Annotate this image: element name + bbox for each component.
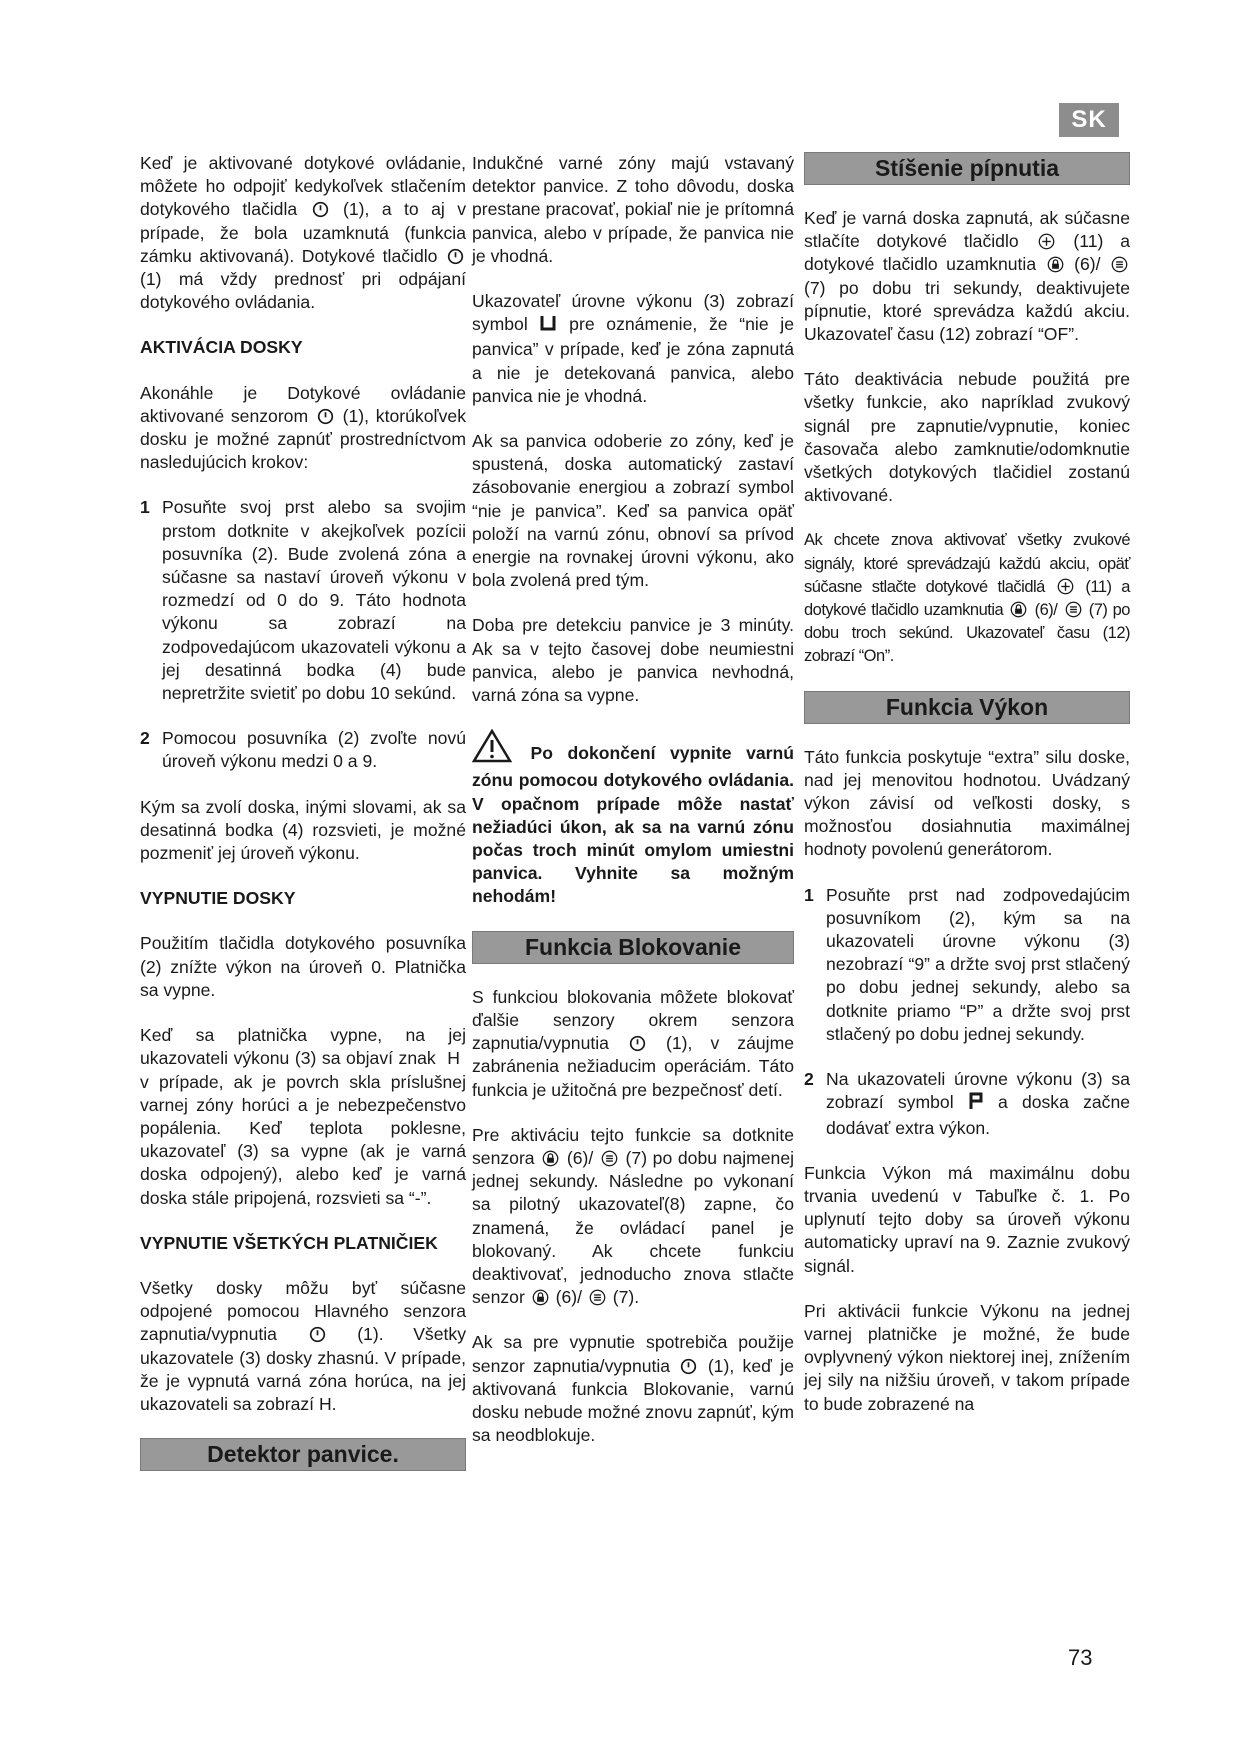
text: Ukazovateľ úrovne výkonu (3) zobrazí symbol	[472, 291, 794, 335]
power-boost-symbol-icon	[968, 1092, 984, 1116]
text: Keď je varná doska zapnutá, ak súčasne stlačíte dotykové tlačidlo	[804, 208, 1130, 252]
lock-icon	[532, 1289, 549, 1306]
column-middle	[472, 152, 794, 1447]
text: Na ukazovateli úrovne výkonu (3) sa zobrazí symbol	[826, 1069, 1130, 1113]
section-heading: VYPNUTIE DOSKY	[140, 888, 296, 909]
text: Keď je aktivované dotykové ovládanie, môžete ho odpojiť kedykoľvek stlačením dotykového tlačidla	[140, 153, 466, 220]
text: Pre aktiváciu tejto funkcie sa dotknite senzora	[472, 1124, 794, 1168]
paragraph	[140, 152, 466, 314]
power-icon	[317, 408, 334, 425]
warning-icon	[472, 729, 512, 769]
step-text: Pomocou posuvníka (2) zvoľte novú úroveň výkonu medzi 0 a 9.	[162, 728, 466, 772]
text: (11) a dotykové tlačidlo uzamknutia	[804, 231, 1131, 275]
paragraph	[472, 986, 794, 1102]
text: Ak sa pre vypnutie spotrebiča použije senzor zapnutia/vypnutia	[472, 1332, 794, 1376]
lock-icon	[1047, 256, 1064, 273]
text: (1), v záujme zabránenia nežiaducim operáciám. Táto funkcia je užitočná pre bezpečnosť detí.	[472, 1033, 795, 1100]
text: Akonáhle je Dotykové ovládanie aktivované senzorom	[140, 382, 466, 426]
section-bar-detector: Detektor panvice.	[140, 1438, 466, 1471]
column-right	[804, 152, 1130, 1416]
menu-lines-icon	[1065, 601, 1082, 618]
text: (6)/	[1074, 254, 1101, 275]
lock-icon	[1010, 601, 1027, 618]
text: (11) a dotykové tlačidlo uzamknutia	[804, 577, 1130, 620]
paragraph: Indukčné varné zóny majú vstavaný detektor panvice. Z toho dôvodu, doska prestane pracovať, pokiaľ nie je prítomná panvica, alebo v prípade, že panvica nie je vhodná.	[472, 153, 794, 266]
step-text	[826, 1068, 1130, 1140]
text: (7).	[612, 1287, 640, 1308]
power-icon	[447, 248, 464, 265]
text: Všetky dosky môžu byť súčasne odpojené pomocou Hlavného senzora zapnutia/vypnutia	[140, 1277, 466, 1345]
list-item	[140, 727, 466, 773]
no-pan-symbol-icon	[539, 314, 557, 338]
list-item	[804, 1068, 1130, 1140]
text: (6)/	[1034, 601, 1058, 620]
text: Keď sa platnička vypne, na jej ukazovateli výkonu (3) sa objaví znak	[140, 1025, 466, 1069]
paragraph: Ak sa panvica odoberie zo zóny, keď je spustená, doska automatický zastaví zásobovanie energiou a zobrazí symbol “nie je panvica”. Keď sa panvica opäť položí na varnú zónu, obnoví sa prívod energie na rovnakej úrovni výkonu, ako bola zvolená pred tým.	[472, 431, 794, 591]
paragraph	[804, 529, 1130, 668]
power-icon	[312, 201, 329, 218]
text: v prípade, ak je povrch skla príslušnej varnej zóny horúci a je nebezpečenstvo popálenia. Keď teplota poklesne, ukazovateľ (3) sa vypne (ak je varná doska odpojený), alebo keď je varná doska stále pripojená, rozsvieti sa “-”.	[140, 1071, 466, 1208]
lock-icon	[542, 1150, 559, 1167]
text: Po dokončení vypnite varnú zónu pomocou dotykového ovládania. V opačnom prípade môže nastať nežiadúci úkon, ak sa na varnú zónu počas troch minút omylom umiestni panvica. Vyhnite sa možným nehodám!	[472, 743, 794, 907]
paragraph: Použitím tlačidla dotykového posuvníka (2) znížte výkon na úroveň 0. Platnička sa vypne.	[140, 933, 466, 1000]
paragraph: Táto deaktivácia nebude použitá pre všetky funkcie, ako napríklad zvukový signál pre zapnutie/vypnutie, koniec časovača alebo zamknutie/odomknutie všetkých dotykových tlačidiel zostanú aktivované.	[804, 369, 1130, 506]
step-number: 2	[804, 1069, 814, 1090]
section-bar-lock: Funkcia Blokovanie	[472, 931, 794, 964]
paragraph: Doba pre detekciu panvice je 3 minúty. Ak sa v tejto časovej dobe neumiestni panvica, alebo je panvica nevhodná, varná zóna sa vypne.	[472, 615, 794, 706]
step-number: 1	[804, 884, 814, 905]
text: Ak chcete znova aktivovať všetky zvukové signály, ktoré sprevádzajú každú akciu, opäť súčasne stlačte dotykové tlačidlá	[804, 531, 1130, 596]
paragraph: Táto funkcia poskytuje “extra” silu doske, nad jej menovitou hodnotou. Uvádzaný výkon závisí od veľkosti dosky, s možnosťou dosiahnutia maximálnej hodnoty povolenú generátorom.	[804, 746, 1130, 860]
menu-lines-icon	[589, 1289, 606, 1306]
step-number: 1	[140, 497, 150, 518]
paragraph: Funkcia Výkon má maximálnu dobu trvania uvedenú v Tabuľke č. 1. Po uplynutí tejto doby sa úroveň výkonu automaticky upraví na 9. Zaznie zvukový signál.	[804, 1162, 1130, 1276]
text: (6)/	[566, 1147, 594, 1168]
paragraph	[140, 1024, 466, 1210]
section-heading: VYPNUTIE VŠETKÝCH PLATNIČIEK	[140, 1232, 438, 1253]
text: pre oznámenie, že “nie je panvica” v prípade, keď je zóna zapnutá a nie je detekovaná panvica, alebo panvica nie je vhodná.	[472, 314, 795, 406]
paragraph	[140, 382, 466, 475]
step-text: Posuňte svoj prst alebo sa svojim prstom dotknite v akejkoľvek pozícii posuvníka (2). Bude zvolená zóna a súčasne sa nastaví úroveň výkonu v rozmedzí od 0 do 9. Táto hodnota výkonu sa zobrazí na zodpovedajúcom ukazovateli výkonu a jej desatinná bodka (4) bude nepretržite svietiť po dobu 10 sekúnd.	[162, 497, 466, 704]
text: (7) po dobu najmenej jednej sekundy. Následne po vykonaní sa pilotný ukazovateľ(8) zapne, čo znamená, že ovládací panel je blokovaný. Ak chcete funkciu deaktivovať, jednoducho znova stlačte senzor	[472, 1147, 795, 1308]
menu-lines-icon	[1111, 256, 1128, 273]
paragraph	[804, 207, 1130, 346]
paragraph	[472, 290, 794, 408]
section-bar-mute: Stíšenie pípnutia	[804, 152, 1130, 185]
step-number: 2	[140, 728, 150, 749]
text: (1) má vždy prednosť pri odpájaní dotykového ovládania.	[140, 269, 466, 313]
text: (1), ktorúkoľvek dosku je možné zapnúť prostredníctvom nasledujúcich krokov:	[140, 405, 467, 473]
paragraph: Kým sa zvolí doska, inými slovami, ak sa desatinná bodka (4) rozsvieti, je možné pozmeniť jej úroveň výkonu.	[140, 796, 466, 864]
text: (7) po dobu tri sekundy, deaktivujete pípnutie, ktoré sprevádza každú akciu. Ukazovateľ času (12) zobrazí “OF”.	[804, 277, 1130, 345]
power-icon	[680, 1358, 697, 1375]
power-icon	[629, 1035, 646, 1052]
text: (7) po dobu troch sekúnd. Ukazovateľ času (12) zobrazí “On”.	[804, 601, 1130, 666]
paragraph: Pri aktivácii funkcie Výkonu na jednej varnej platničke je možné, že bude ovplyvnený výkon niektorej inej, znížením jej sily na nižšiu úroveň, v takom prípade to bude zobrazené na	[804, 1300, 1130, 1414]
text: (1), keď je aktivovaná funkcia Blokovanie, varnú dosku nebude možné znovu zapnúť, kým sa neodblokuje.	[472, 1355, 794, 1446]
plus-icon	[1038, 233, 1055, 250]
power-icon	[309, 1326, 326, 1343]
paragraph	[472, 1124, 794, 1310]
column-left	[140, 152, 466, 1471]
plus-icon	[1057, 578, 1074, 595]
page-number: 73	[1068, 1645, 1093, 1670]
text: (1). Všetky ukazovatele (3) dosky zhasnú. V prípade, že je vypnutá varná zóna horúca, na jej ukazovateli sa zobrazí H.	[140, 1324, 466, 1414]
section-heading: AKTIVÁCIA DOSKY	[140, 337, 303, 358]
menu-lines-icon	[601, 1150, 618, 1167]
hot-symbol: H	[447, 1048, 461, 1069]
text: S funkciou blokovania môžete blokovať ďalšie senzory okrem senzora zapnutia/vypnutia	[472, 986, 794, 1054]
text: (1), a to aj v prípade, že bola uzamknutá (funkcia zámku aktivovaná). Dotykové tlačidlo	[140, 199, 466, 266]
step-text: Posuňte prst nad zodpovedajúcim posuvníkom (2), kým sa na ukazovateli úrovne výkonu (3) nezobrazí “9” a držte svoj prst stlačený po dobu jednej sekundy, alebo sa dotknite priamo “P” a držte svoj prst stlačený po dobu jednej sekundy.	[826, 884, 1130, 1044]
section-bar-power: Funkcia Výkon	[804, 691, 1130, 724]
language-badge: SK	[1059, 103, 1119, 137]
list-item	[140, 496, 466, 705]
text: (6)/	[555, 1287, 582, 1308]
list-item	[804, 884, 1130, 1046]
paragraph	[140, 1277, 466, 1416]
paragraph	[472, 1331, 794, 1447]
warning-paragraph	[472, 729, 794, 908]
text: a doska začne dodávať extra výkon.	[826, 1092, 1131, 1138]
